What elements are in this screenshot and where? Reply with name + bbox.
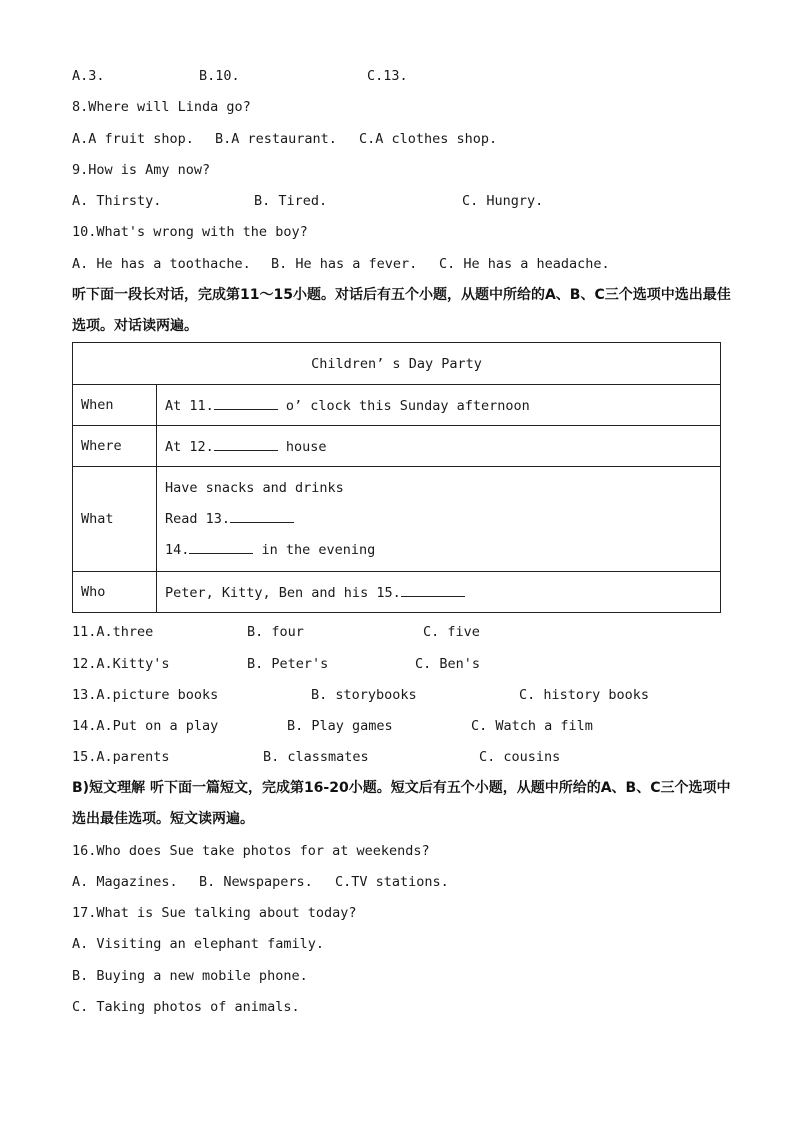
- q12-option-a: 12.A.Kitty's: [72, 656, 170, 672]
- row-value-where: [157, 426, 721, 467]
- q9-option-a: A. Thirsty.: [72, 193, 162, 209]
- q16-option-c: C.TV stations.: [335, 874, 449, 890]
- when-text-before: At 11.: [165, 397, 214, 414]
- q10-option-b: B. He has a fever.: [271, 256, 418, 272]
- q13-option-c: C. history books: [519, 687, 650, 703]
- what-line-3-text-before: 14.: [165, 541, 190, 558]
- table-row-when: [73, 385, 721, 426]
- row-key-what: What: [73, 467, 157, 572]
- q12-option-b: B. Peter's: [247, 656, 329, 672]
- q8-option-c: C.A clothes shop.: [359, 131, 498, 147]
- q8-question: 8.Where will Linda go?: [72, 99, 251, 115]
- q12-option-c: C. Ben's: [415, 656, 481, 672]
- when-text-after: o’ clock this Sunday afternoon: [277, 397, 530, 414]
- q14-option-c: C. Watch a film: [471, 718, 593, 734]
- q8-option-b: B.A restaurant.: [215, 131, 337, 147]
- table-row-who: [73, 572, 721, 613]
- q16-question: 16.Who does Sue take photos for at weekends?: [72, 843, 430, 859]
- q10-option-a: A. He has a toothache.: [72, 256, 251, 272]
- row-key-when: When: [73, 385, 157, 426]
- what-line-1: Have snacks and drinks: [165, 479, 344, 496]
- q14-option-b: B. Play games: [287, 718, 393, 734]
- q11-option-c: C. five: [423, 624, 480, 640]
- row-key-who: Who: [73, 572, 157, 613]
- party-info-table: [72, 342, 721, 613]
- q14-option-a: 14.A.Put on a play: [72, 718, 219, 734]
- what-line-3-text-after: in the evening: [253, 541, 376, 558]
- q9-option-b: B. Tired.: [254, 193, 328, 209]
- answer-blank-13: [230, 510, 294, 523]
- q16-option-a: A. Magazines.: [72, 874, 178, 890]
- answer-blank-12: [214, 438, 278, 451]
- who-text-before: Peter, Kitty, Ben and his 15.: [165, 584, 401, 601]
- q13-option-b: B. storybooks: [311, 687, 417, 703]
- section-instruction-passage: B)短文理解 听下面一篇短文，完成第16-20小题。短文后有五个小题，从题中所给的A、B、C三个选项中选出最佳选项。短文读两遍。: [72, 780, 731, 827]
- q16-option-b: B. Newspapers.: [199, 874, 313, 890]
- table-row-what: [73, 467, 721, 572]
- q15-option-a: 15.A.parents: [72, 749, 170, 765]
- q10-question: 10.What's wrong with the boy?: [72, 224, 308, 240]
- q17-question: 17.What is Sue talking about today?: [72, 905, 357, 921]
- q15-option-c: C. cousins: [479, 749, 561, 765]
- answer-blank-14: [189, 541, 253, 554]
- row-key-where: Where: [73, 426, 157, 467]
- q7-option-a: A.3.: [72, 68, 105, 84]
- q7-option-b: B.10.: [199, 68, 240, 84]
- table-title: Children’ s Day Party: [73, 343, 721, 385]
- q10-option-c: C. He has a headache.: [439, 256, 610, 272]
- what-line-2: [165, 504, 712, 535]
- row-value-what: [157, 467, 721, 572]
- q15-option-b: B. classmates: [263, 749, 369, 765]
- q7-option-c: C.13.: [367, 68, 408, 84]
- q11-option-a: 11.A.three: [72, 624, 154, 640]
- table-row-where: [73, 426, 721, 467]
- section-instruction-dialogue: 听下面一段长对话，完成第11～15小题。对话后有五个小题，从题中所给的A、B、C三个选项中选出最佳选项。对话读两遍。: [72, 287, 731, 334]
- q17-option-a: A. Visiting an elephant family.: [72, 936, 324, 952]
- q17-option-c: C. Taking photos of animals.: [72, 999, 300, 1015]
- q9-option-c: C. Hungry.: [462, 193, 544, 209]
- answer-blank-15: [401, 584, 465, 597]
- q11-option-b: B. four: [247, 624, 304, 640]
- q17-option-b: B. Buying a new mobile phone.: [72, 968, 308, 984]
- what-line-2-text: Read 13.: [165, 510, 231, 527]
- answer-blank-11: [214, 397, 278, 410]
- row-value-who: [157, 572, 721, 613]
- row-value-when: [157, 385, 721, 426]
- what-line-3: [165, 535, 712, 566]
- q13-option-a: 13.A.picture books: [72, 687, 219, 703]
- where-text-after: house: [277, 438, 327, 455]
- where-text-before: At 12.: [165, 438, 214, 455]
- q8-option-a: A.A fruit shop.: [72, 131, 194, 147]
- q9-question: 9.How is Amy now?: [72, 162, 211, 178]
